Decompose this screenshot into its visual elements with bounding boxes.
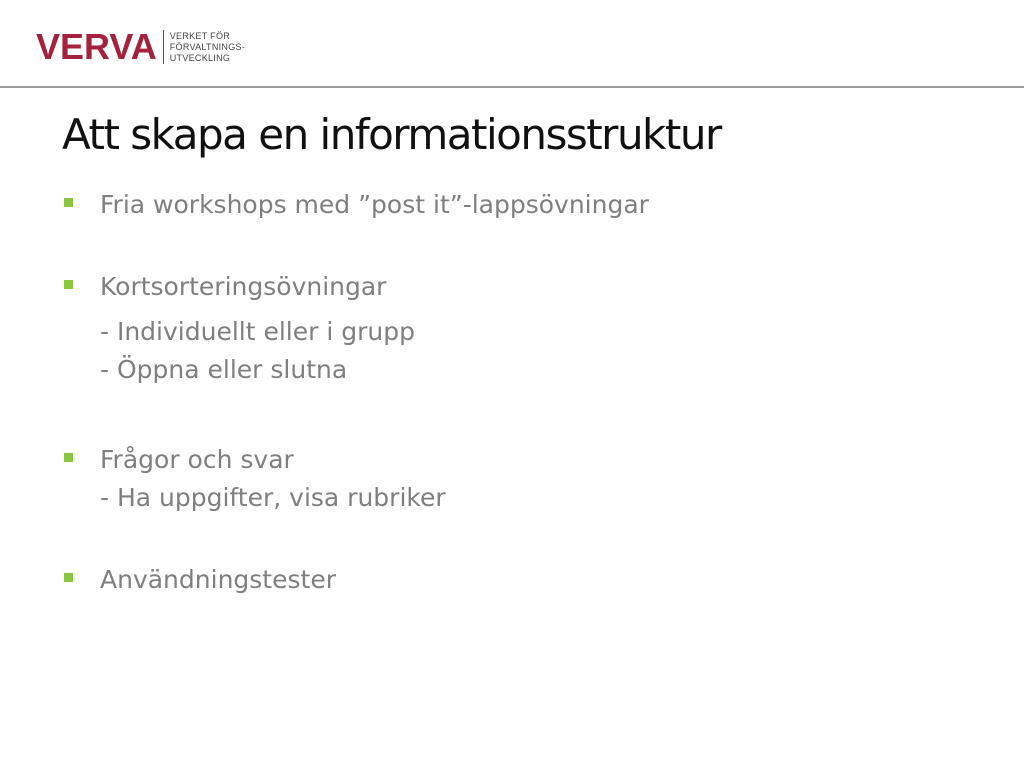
bullet-marker	[64, 198, 73, 207]
logo-tagline	[170, 31, 245, 64]
slide-title: Att skapa en informationsstruktur	[62, 110, 721, 159]
sub-item-text: - Öppna eller slutna	[100, 355, 348, 384]
bullet-text: Kortsorteringsövningar	[100, 272, 387, 301]
logo-wordmark: VERVA	[36, 26, 157, 67]
bullet-text: Fria workshops med ”post it”-lappsövningar	[100, 190, 649, 219]
bullet-text: Frågor och svar	[100, 445, 294, 474]
logo-divider	[163, 30, 164, 64]
bullet-marker	[64, 453, 73, 462]
logo-tagline-line: FÖRVALTNINGS-	[169, 41, 246, 52]
logo-tagline-line: VERKET FÖR	[169, 30, 231, 41]
bullet-marker	[64, 280, 73, 289]
sub-item-text: - Individuellt eller i grupp	[100, 317, 415, 346]
bullet-text: Användningstester	[100, 565, 336, 594]
logo-tagline-line: UTVECKLING	[169, 52, 231, 63]
sub-item-text: - Ha uppgifter, visa rubriker	[100, 483, 446, 512]
bullet-marker	[64, 573, 73, 582]
header-divider	[0, 86, 1024, 88]
verva-logo	[36, 28, 245, 66]
